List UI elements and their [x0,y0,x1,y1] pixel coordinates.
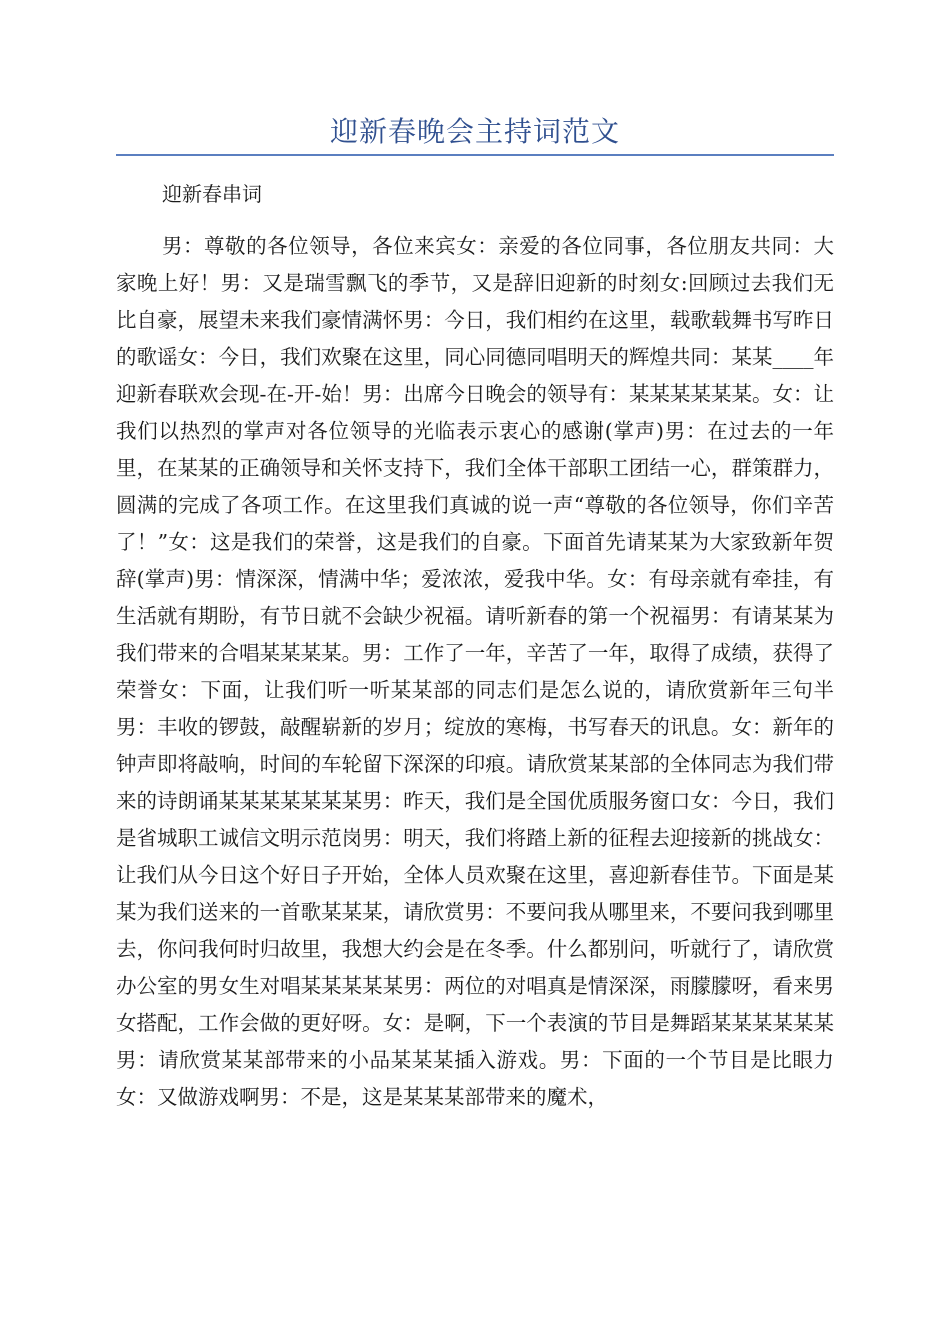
document-subtitle: 迎新春串词 [162,182,262,206]
title-underline [116,154,834,156]
document-body-paragraph: 男：尊敬的各位领导，各位来宾女：亲爱的各位同事，各位朋友共同：大家晚上好！男：又是瑞雪飘飞的季节，又是辞旧迎新的时刻女:回顾过去我们无比自豪，展望未来我们豪情满怀男：今日，我们相约在这里，载歌载舞书写昨日的歌谣女：今日，我们欢聚在这里，同心同德同唱明天的辉煌共同：某某____年迎新春联欢会现-在-开-始！男：出席今日晚会的领导有：某某某某某某。女：让我们以热烈的掌声对各位领导的光临表示衷心的感谢(掌声)男：在过去的一年里，在某某的正确领导和关怀支持下，我们全体干部职工团结一心，群策群力，圆满的完成了各项工作。在这里我们真诚的说一声“尊敬的各位领导，你们辛苦了！”女：这是我们的荣誉，这是我们的自豪。下面首先请某某为大家致新年贺辞(掌声)男：情深深，情满中华；爱浓浓，爱我中华。女：有母亲就有牵挂，有生活就有期盼，有节日就不会缺少祝福。请听新春的第一个祝福男：有请某某为我们带来的合唱某某某某。男：工作了一年，辛苦了一年，取得了成绩，获得了荣誉女：下面，让我们听一听某某部的同志们是怎么说的，请欣赏新年三句半男：丰收的锣鼓，敲醒崭新的岁月；绽放的寒梅，书写春天的讯息。女：新年的钟声即将敲响，时间的车轮留下深深的印痕。请欣赏某某部的全体同志为我们带来的诗朗诵某某某某某某某男：昨天，我们是全国优质服务窗口女：今日，我们是省城职工诚信文明示范岗男：明天，我们将踏上新的征程去迎接新的挑战女：让我们从今日这个好日子开始，全体人员欢聚在这里，喜迎新春佳节。下面是某某为我们送来的一首歌某某某，请欣赏男：不要问我从哪里来，不要问我到哪里去，你问我何时归故里，我想大约会是在冬季。什么都别问，听就行了，请欣赏办公室的男女生对唱某某某某某男：两位的对唱真是情深深，雨朦朦呀，看来男女搭配，工作会做的更好呀。女：是啊，下一个表演的节目是舞蹈某某某某某某男：请欣赏某某部带来的小品某某某插入游戏。男：下面的一个节目是比眼力女：又做游戏啊男：不是，这是某某某部带来的魔术， [116,234,834,1109]
document-title: 迎新春晚会主持词范文 [329,115,620,148]
